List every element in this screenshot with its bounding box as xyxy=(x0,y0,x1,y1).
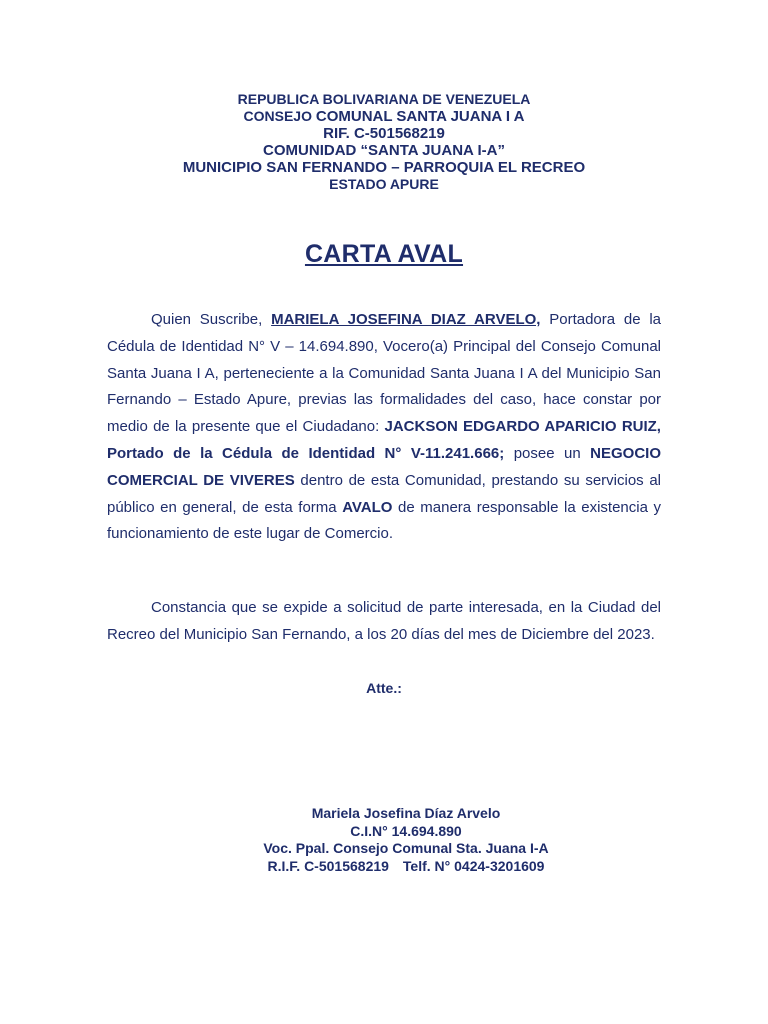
letterhead-rif: RIF. C-501568219 xyxy=(323,125,445,142)
letterhead-council-name: COMUNAL SANTA JUANA I A xyxy=(315,108,525,125)
body1-text-4: dentro de esta Comunidad, prestando su servicios al público en general, de esta forma xyxy=(107,471,661,516)
letterhead-council-prefix: CONSEJO xyxy=(243,108,316,124)
body1-text-3: posee un xyxy=(504,444,591,462)
business-type: NEGOCIO COMERCIAL DE VIVERES xyxy=(107,444,661,489)
letterhead-community: COMUNIDAD “SANTA JUANA I-A” xyxy=(263,142,505,159)
letterhead-council xyxy=(0,108,768,125)
signature-role: Voc. Ppal. Consejo Comunal Sta. Juana I-A xyxy=(263,840,549,856)
letterhead-country: REPUBLICA BOLIVARIANA DE VENEZUELA xyxy=(237,91,531,107)
letterhead-municipality: MUNICIPIO SAN FERNANDO – PARROQUIA EL RECREO xyxy=(182,159,586,176)
citizen-identity: JACKSON EDGARDO APARICIO RUIZ, Portado de la Cédula de Identidad N° V-11.241.666; xyxy=(107,418,661,462)
signature-name: Mariela Josefina Díaz Arvelo xyxy=(311,805,501,821)
signer-name: MARIELA JOSEFINA DIAZ ARVELO, xyxy=(271,311,541,328)
signature-block xyxy=(0,805,768,875)
body-paragraph-1 xyxy=(107,307,661,548)
signature-contact xyxy=(0,858,768,876)
body2-text: Constancia que se expide a solicitud de parte interesada, en la Ciudad del Recreo del Municipio San Fernando, a los 20 días del mes de Diciembre del 2023. xyxy=(107,599,661,643)
letterhead-state: ESTADO APURE xyxy=(329,176,439,192)
letterhead xyxy=(0,91,768,193)
closing: Atte.: xyxy=(366,680,402,696)
body1-text-5: de manera responsable la existencia y funcionamiento de este lugar de Comercio. xyxy=(107,498,661,543)
avalo-word: AVALO xyxy=(342,498,393,516)
signature-phone: Telf. N° 0424-3201609 xyxy=(402,857,545,874)
body1-text-2: Portadora de la Cédula de Identidad N° V – 14.694.890, Vocero(a) Principal del Consejo Comunal Santa Juana I A, perteneciente a la Comunidad Santa Juana I A del Municipio San Fernando – Estado Apure, previas las formalidades del caso, hace constar por medio de la presente que el Ciudadano: xyxy=(107,311,661,436)
document-title: CARTA AVAL xyxy=(304,240,464,268)
signature-ci: C.I.N° 14.694.890 xyxy=(350,822,462,839)
body1-text-1: Quien Suscribe, xyxy=(151,311,272,328)
signature-rif: R.I.F. C-501568219 xyxy=(267,857,389,874)
body-paragraph-2 xyxy=(107,595,661,649)
